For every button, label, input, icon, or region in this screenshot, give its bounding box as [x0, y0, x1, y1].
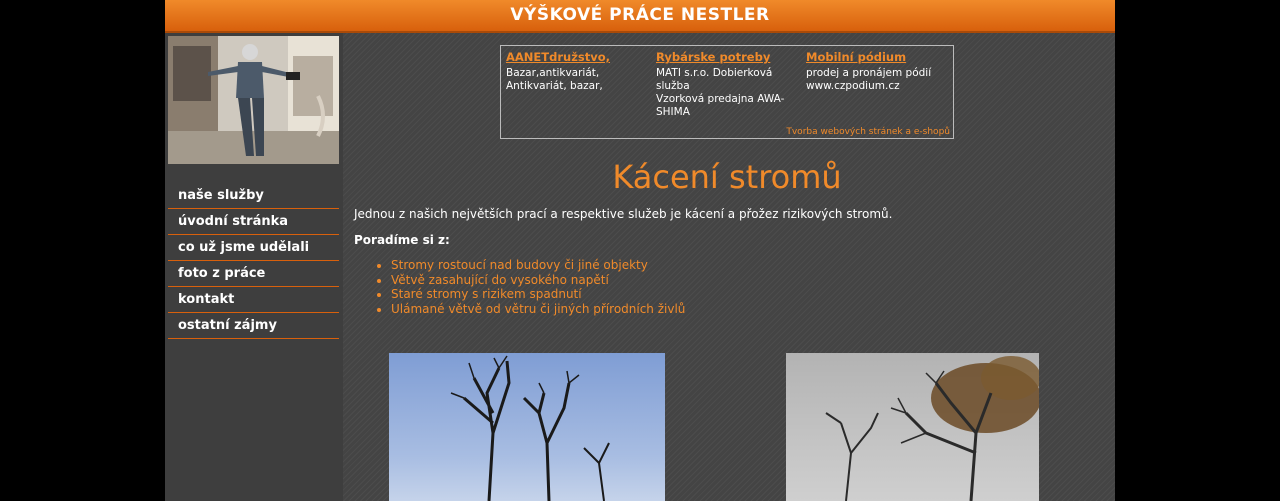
- ad-rybarske-link[interactable]: Rybárske potreby: [656, 50, 771, 64]
- menu-item-ostatni-zajmy[interactable]: ostatní zájmy: [168, 313, 339, 339]
- ad-rybarske-potreby: [656, 51, 802, 119]
- ad-rybarske-text-1: MATI s.r.o. Dobierková služba: [656, 67, 773, 92]
- list-item: • Stromy rostoucí nad budovy či jiné objekty: [391, 258, 685, 273]
- ad-box: [500, 45, 954, 139]
- tree-photo-1: [389, 353, 665, 501]
- worker-photo: [168, 36, 339, 164]
- ads-footer-link[interactable]: Tvorba webových stránek a e-shopů: [786, 127, 950, 137]
- list-item: • Větvě zasahující do vysokého napětí: [391, 273, 685, 288]
- ad-mobilni-link[interactable]: Mobilní pódium: [806, 50, 907, 64]
- intro-text: Jednou z našich největších prací a respektive služeb je kácení a přožez rizikových stromů.: [354, 207, 893, 221]
- ad-mobilni-podium: [806, 51, 952, 93]
- menu-item-uvodni-stranka[interactable]: úvodní stránka: [168, 209, 339, 235]
- site-title: VÝŠKOVÉ PRÁCE NESTLER: [510, 5, 770, 25]
- menu-item-co-uz-jsme-udelali[interactable]: co už jsme udělali: [168, 235, 339, 261]
- ad-aanet-link[interactable]: AANETdružstvo,: [506, 50, 611, 64]
- list-item: • Staré stromy s rizikem spadnutí: [391, 287, 685, 302]
- tree-photo-2: [786, 353, 1039, 501]
- menu-item-kontakt[interactable]: kontakt: [168, 287, 339, 313]
- sidebar: [165, 33, 343, 501]
- ad-aanet-text: Bazar,antikvariát, Antikvariát, bazar,: [506, 67, 603, 92]
- site-header: [165, 0, 1115, 33]
- menu-item-nase-sluzby[interactable]: naše služby: [168, 183, 339, 209]
- services-list: [373, 258, 685, 316]
- ad-aanet: [506, 51, 652, 93]
- menu-item-foto-z-prace[interactable]: foto z práce: [168, 261, 339, 287]
- main-menu: [168, 183, 339, 339]
- page-title: Kácení stromů: [612, 158, 842, 196]
- site-container: [165, 0, 1115, 501]
- ad-mobilni-text: prodej a pronájem pódií www.czpodium.cz: [806, 67, 932, 92]
- ad-rybarske-text-2: Vzorková predajna AWA-SHIMA: [656, 93, 785, 118]
- list-item: • Ulámané větvě od větru či jiných přírodních živlů: [391, 302, 685, 317]
- advice-heading: Poradíme si z:: [354, 233, 450, 247]
